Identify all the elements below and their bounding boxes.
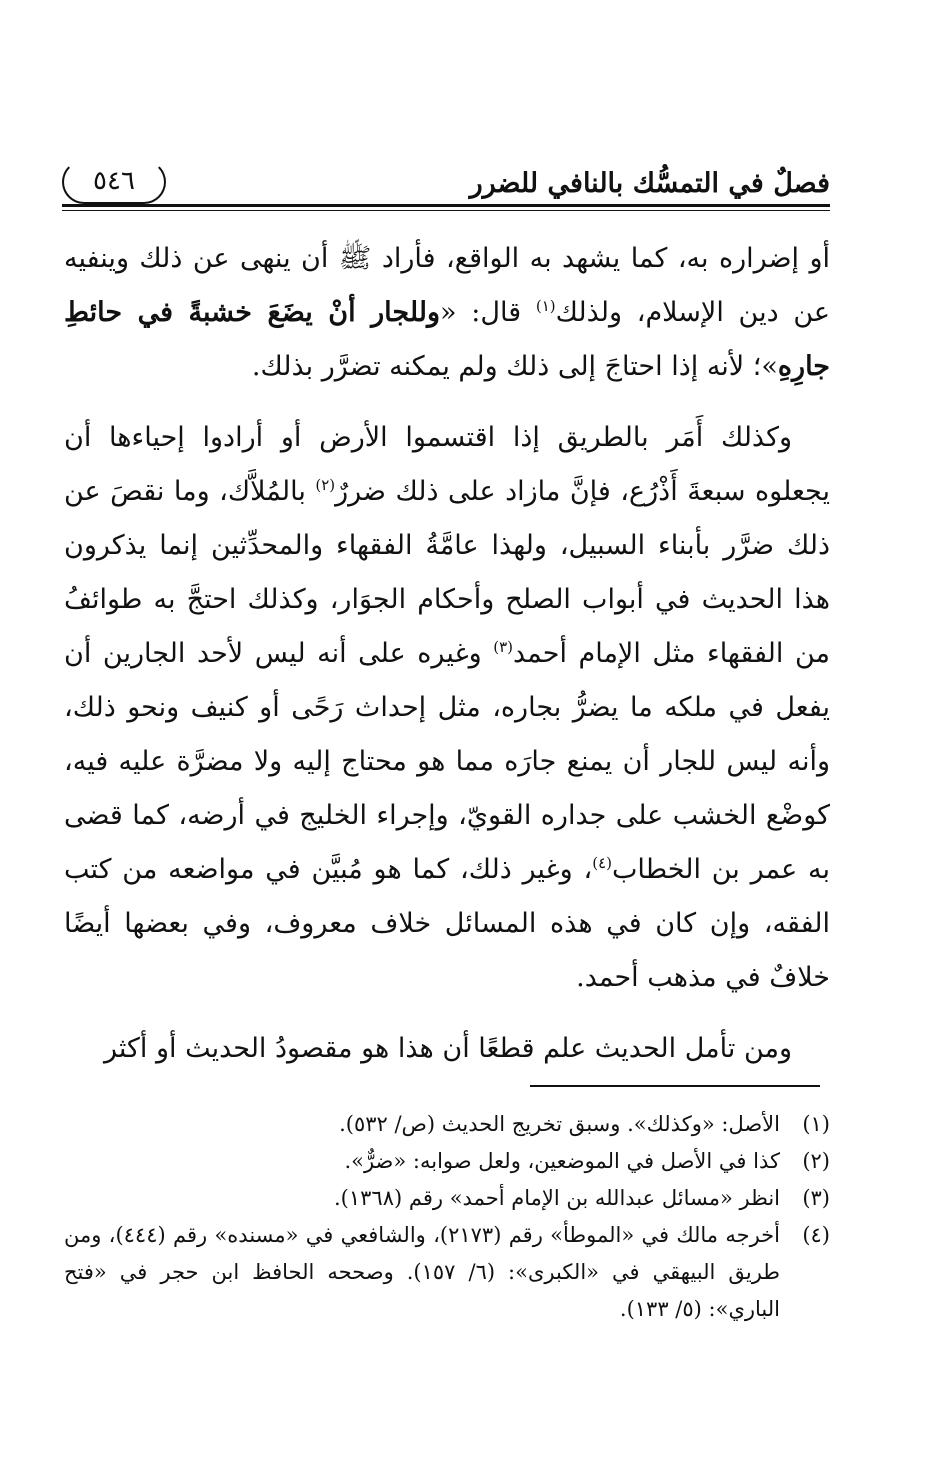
footnote-text: انظر «مسائل عبدالله بن الإمام أحمد» رقم (١٣٦٨). [334, 1186, 780, 1210]
footnote-text: أخرجه مالك في «الموطأ» رقم (٢١٧٣)، والشافعي في «مسنده» رقم (٤٤٤)، ومن طريق البيهقي في «الكبرى»: (٦/ ١٥٧). وصححه الحافظ ابن حجر في «فتح الباري»: (٥/ ١٣٣). [64, 1223, 780, 1321]
footnote-ref-1: (١) [535, 297, 556, 315]
footnote-ref-4: (٤) [592, 854, 612, 872]
paragraph-1-text-a: أو إضراره به، كما يشهد به الواقع، فأراد ﷺ أن ينهى عن ذلك وينفيه عن دين الإسلام، ولذلك [64, 243, 830, 328]
page-number: ٥٤٦ [62, 160, 166, 204]
footnote-2 [64, 1143, 830, 1180]
footnote-number: (٢) [802, 1149, 830, 1173]
paragraph-2-text-b: بالمُلاَّك، وما نقصَ عن ذلك ضرَّر بأبناء السبيل، ولهذا عامَّةُ الفقهاء والمحدِّثين إنما يذكرون هذا الحديث في أبواب الصلح وأحكام الجوَار، وكذلك احتجَّ به طوائفُ من الفقهاء مثل الإمام أحمد [64, 476, 830, 669]
paragraph-2-text-a: وكذلك أَمَر بالطريق إذا اقتسموا الأرض أو أرادوا إحياءها أن يجعلوه سبعةَ أَذْرُع، فإنَّ مازاد على ذلك ضررٌ [64, 422, 830, 507]
footnote-1 [64, 1106, 830, 1143]
footnote-text: الأصل: «وكذلك». وسبق تخريج الحديث (ص/ ٥٣٢). [339, 1112, 780, 1136]
footnote-text: كذا في الأصل في الموضعين، ولعل صوابه: «ضرٌّ». [344, 1149, 780, 1173]
footnote-number: (٤) [802, 1223, 830, 1247]
paragraph-1-text-b: قال: « [440, 297, 536, 328]
footnote-ref-2: (٢) [315, 476, 336, 494]
header-rule-thin [62, 210, 830, 211]
footnote-separator [530, 1085, 820, 1087]
header-rule [62, 204, 830, 207]
footnote-number: (٣) [802, 1186, 830, 1210]
paragraph-1 [64, 232, 830, 394]
paragraph-2-text-d: ، وغير ذلك، كما هو مُبيَّن في مواضعه من كتب الفقه، وإن كان في هذه المسائل خلاف معروف، وفي بعضها أيضًا خلافٌ في مذهب أحمد. [64, 854, 830, 993]
paragraph-1-text-c: »؛ لأنه إذا احتاجَ إلى ذلك ولم يمكنه تضرَّر بذلك. [251, 351, 778, 382]
main-text [64, 232, 830, 1076]
running-title: فصلٌ في التمسُّك بالنافي للضرر [469, 168, 830, 199]
footnote-number: (١) [802, 1112, 830, 1136]
footnote-ref-3: (٣) [493, 638, 513, 656]
paragraph-3: ومن تأمل الحديث علم قطعًا أن هذا هو مقصودُ الحديث أو أكثر [103, 1033, 792, 1064]
footnote-3 [64, 1180, 830, 1217]
footnote-4 [64, 1217, 830, 1328]
footnotes [64, 1106, 830, 1328]
hadith-quote: وللجار أنْ يضَعَ خشبةً في حائطِ جارِهِ [64, 297, 830, 382]
page-header [62, 160, 830, 210]
paragraph-2 [64, 411, 830, 1005]
paragraph-2-text-c: وغيره على أنه ليس لأحد الجارين أن يفعل في ملكه ما يضرُّ بجاره، مثل إحداث رَحًى أو كنيف ونحو ذلك، وأنه ليس للجار أن يمنع جارَه مما هو محتاج إليه ولا مضرَّة عليه فيه، كوضْع الخشب على جداره القويّ، وإجراء الخليج في أرضه، كما قضى به عمر بن الخطاب [64, 638, 830, 885]
